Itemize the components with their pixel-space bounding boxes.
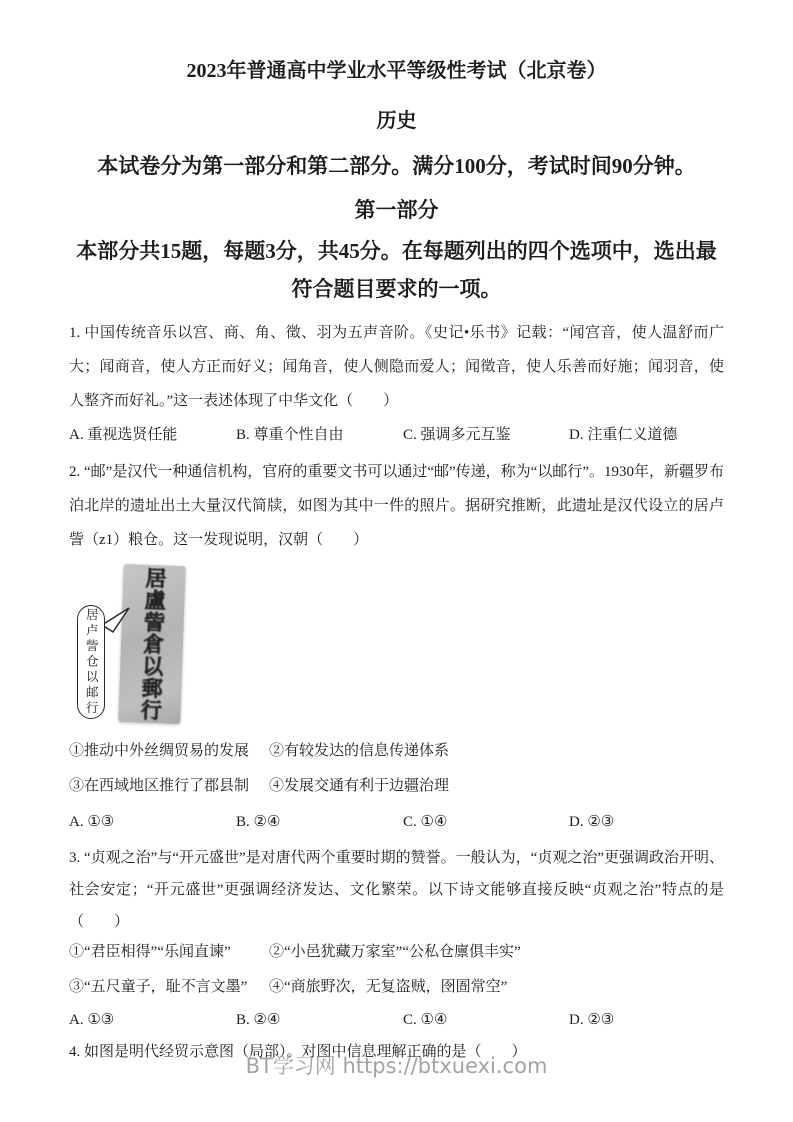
callout-bubble	[77, 605, 105, 719]
question-1-options	[69, 425, 724, 445]
q2-statement-2: ②有较发达的信息传递体系	[269, 743, 450, 759]
exam-info: 本试卷分为第一部分和第二部分。满分100分，考试时间90分钟。	[97, 154, 696, 178]
question-4-stem: 4. 如图是明代经贸示意图（局部）。对图中信息理解正确的是（ ）	[69, 1044, 527, 1060]
q3-option-d: D. ②③	[569, 1012, 615, 1028]
q2-statements-row-2	[69, 776, 724, 796]
q2-statements-row-1	[69, 741, 724, 761]
footer-watermark: BT学习网 https://btxuexi.com	[245, 1054, 548, 1078]
q2-option-d: D. ②③	[569, 814, 615, 830]
q2-statement-4: ④发展交通有利于边疆治理	[269, 778, 450, 794]
question-2-figure	[69, 563, 724, 729]
question-2-options	[69, 812, 724, 832]
slip-calligraphy-text: 居盧訾倉以郵行	[137, 566, 168, 722]
exam-content	[0, 56, 793, 1062]
q1-option-d: D. 注重仁义道德	[569, 427, 678, 443]
question-2-stem: 2. “邮”是汉代一种通信机构，官府的重要文书可以通过“邮”传递，称为“以邮行”。1930年，新疆罗布泊北岸的遗址出土大量汉代简牍，如图为其中一件的照片。据研究推断，此遗址是汉代设立的居卢訾（z1）粮仓。这一发现说明，汉朝（ ）	[69, 464, 724, 548]
q1-option-a: A. 重视选贤任能	[69, 427, 178, 443]
section-instructions: 本部分共15题，每题3分，共45分。在每题列出的四个选项中，选出最符合题目要求的一项。	[76, 239, 717, 301]
q3-option-a: A. ①③	[69, 1012, 115, 1028]
q1-option-b: B. 尊重个性自由	[236, 427, 344, 443]
bubble-pointer-icon	[101, 607, 131, 633]
q3-statement-3: ③“五尺童子，耻不言文墨”	[69, 979, 248, 995]
q2-statement-1: ①推动中外丝绸贸易的发展	[69, 743, 250, 759]
section-title: 第一部分	[354, 198, 439, 222]
q3-statements-row-2	[69, 977, 724, 997]
q3-statement-1: ①“君臣相得”“乐闻直谏”	[69, 944, 231, 960]
q3-statement-2: ②“小邑犹藏万家室”“公私仓廪俱丰实”	[269, 944, 521, 960]
q3-statements-row-1	[69, 942, 724, 962]
question-3-options	[69, 1010, 724, 1030]
q2-statement-3: ③在西域地区推行了郡县制	[69, 778, 250, 794]
q2-option-c: C. ①④	[403, 814, 448, 830]
callout-bubble-label: 居卢訾仓以邮行	[84, 607, 99, 717]
question-1-stem: 1. 中国传统音乐以宫、商、角、徵、羽为五声音阶。《史记•乐书》记载：“闻宫音，使人温舒而广大；闻商音，使人方正而好义；闻角音，使人侧隐而爱人；闻徵音，使人乐善而好施；闻羽音，使人整齐而好礼。”这一表述体现了中华文化（ ）	[69, 325, 724, 409]
subject-title: 历史	[376, 110, 417, 132]
q1-option-c: C. 强调多元互鉴	[403, 427, 511, 443]
q3-option-c: C. ①④	[403, 1012, 448, 1028]
question-3-stem: 3. “贞观之治”与“开元盛世”是对唐代两个重要时期的赞誉。一般认为，“贞观之治”更强调政治开明、社会安定；“开元盛世”更强调经济发达、文化繁荣。以下诗文能够直接反映“贞观之治”特点的是（ ）	[69, 850, 724, 930]
page-title: 2023年普通高中学业水平等级性考试（北京卷）	[186, 60, 607, 82]
q2-option-b: B. ②④	[236, 814, 281, 830]
q3-statement-4: ④“商旅野次，无复盗贼，囹圄常空”	[269, 979, 508, 995]
q2-option-a: A. ①③	[69, 814, 115, 830]
q3-option-b: B. ②④	[236, 1012, 281, 1028]
wooden-slip-photo	[118, 564, 185, 724]
